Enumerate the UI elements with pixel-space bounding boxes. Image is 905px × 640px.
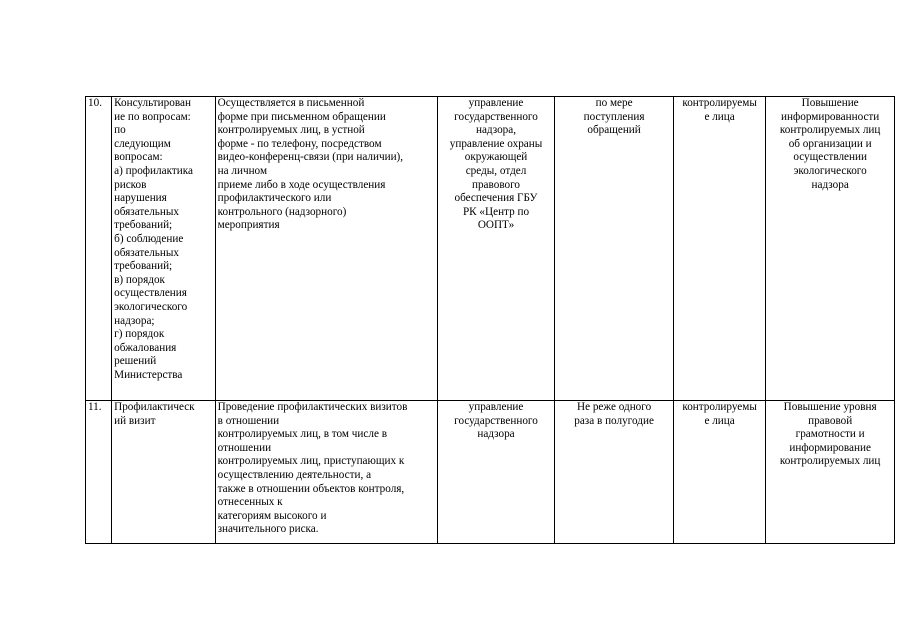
cell-text-line: по: [114, 124, 126, 137]
cell-text-line: обжалования: [114, 341, 177, 354]
cell-text-line: окружающей: [464, 151, 528, 164]
cell-text-line: требований;: [114, 219, 173, 232]
cell-text-line: контролируемы: [682, 97, 757, 109]
table-row: [86, 401, 895, 544]
cell-text-line: вопросам:: [114, 151, 163, 164]
subjects-cell: [673, 401, 765, 544]
cell-text-line: надзора;: [114, 314, 155, 327]
subjects-cell: [673, 97, 765, 401]
cell-text-line: обязательных: [114, 246, 180, 259]
cell-text-line: Повышение уровня: [783, 401, 877, 413]
cell-text-line: следующим: [114, 137, 171, 150]
measure-description-cell: [215, 97, 437, 401]
cell-text-line: правового: [471, 178, 521, 191]
cell-text-line: Не реже одного: [576, 401, 652, 413]
responsible-cell: [437, 401, 555, 544]
cell-text-line: контрольного (надзорного): [217, 205, 347, 218]
row-number-cell: [86, 401, 112, 544]
cell-text-line: РК «Центр по: [462, 205, 530, 218]
measure-name-cell: [112, 401, 216, 544]
cell-text-line: приеме либо в ходе осуществления: [217, 178, 386, 191]
cell-text-line: Профилактическ: [114, 401, 195, 413]
measure-name-cell: [112, 97, 216, 401]
cell-text-line: решений: [114, 355, 157, 368]
cell-text-line: надзора,: [475, 124, 517, 137]
cell-text-line: отношении: [217, 441, 272, 454]
cell-text-line: государственного: [454, 414, 538, 427]
cell-text-line: управление охраны: [449, 137, 543, 150]
cell-text-line: е лица: [704, 110, 735, 123]
frequency-cell: [555, 401, 674, 544]
cell-text-line: контролируемых лиц: [779, 455, 881, 468]
measures-table: [85, 96, 895, 544]
measure-description-cell: [215, 401, 437, 544]
cell-text-line: контролируемых лиц, в том числе в: [217, 428, 387, 441]
cell-text-line: осуществления: [114, 287, 187, 300]
cell-text-line: раза в полугодие: [574, 414, 654, 427]
cell-text-line: ООПТ»: [477, 219, 515, 232]
cell-text-line: управление: [468, 97, 524, 109]
cell-text-line: Министерства: [114, 368, 183, 381]
table-row: [86, 97, 895, 401]
cell-text-line: в) порядок: [114, 273, 165, 286]
responsible-cell: [437, 97, 555, 401]
cell-text-line: а) профилактика: [114, 164, 193, 177]
cell-text-line: контролируемы: [682, 401, 757, 413]
row-number-cell: [86, 97, 112, 401]
cell-text-line: контролируемых лиц: [779, 124, 881, 137]
cell-text-line: видео-конференц-связи (при наличии),: [217, 151, 404, 164]
result-cell: [766, 401, 895, 544]
cell-text-line: контролируемых лиц, в устной: [217, 124, 365, 137]
cell-text-line: также в отношении объектов контроля,: [217, 482, 405, 495]
cell-text-line: надзора: [477, 428, 515, 441]
row-number: 10.: [88, 97, 102, 109]
cell-text-line: обязательных: [114, 205, 180, 218]
row-number: 11.: [88, 401, 102, 413]
cell-text-line: правовой: [808, 414, 853, 427]
cell-text-line: б) соблюдение: [114, 232, 184, 245]
cell-text-line: надзора: [811, 178, 849, 191]
cell-text-line: среды, отдел: [465, 164, 527, 177]
cell-text-line: по мере: [595, 97, 633, 109]
cell-text-line: мероприятия: [217, 219, 280, 232]
cell-text-line: на личном: [217, 164, 268, 177]
cell-text-line: Повышение: [801, 97, 859, 109]
cell-text-line: нарушения: [114, 192, 167, 205]
cell-text-line: обращений: [587, 124, 641, 137]
cell-text-line: контролируемых лиц, приступающих к: [217, 455, 405, 468]
cell-text-line: об организации и: [788, 137, 872, 150]
cell-text-line: Осуществляется в письменной: [217, 97, 365, 109]
frequency-cell: [555, 97, 674, 401]
cell-text-line: поступления: [583, 110, 645, 123]
table-body: [86, 97, 895, 544]
cell-text-line: в отношении: [217, 414, 280, 427]
cell-text-line: ие по вопросам:: [114, 110, 191, 123]
cell-text-line: рисков: [114, 178, 147, 191]
cell-text-line: грамотности и: [795, 428, 865, 441]
cell-text-line: осуществлении: [793, 151, 867, 164]
cell-text-line: значительного риска.: [217, 523, 319, 536]
cell-text-line: форме при письменном обращении: [217, 110, 386, 123]
cell-text-line: е лица: [704, 414, 735, 427]
cell-text-line: государственного: [454, 110, 538, 123]
cell-text-line: управление: [468, 401, 524, 413]
cell-text-line: экологического: [114, 300, 188, 313]
cell-text-line: категориям высокого и: [217, 509, 327, 522]
cell-text-line: Консультирован: [114, 97, 191, 109]
cell-text-line: форме - по телефону, посредством: [217, 137, 382, 150]
cell-text-line: требований;: [114, 260, 173, 273]
cell-text-line: ий визит: [114, 414, 156, 427]
cell-text-line: обеспечения ГБУ: [454, 192, 538, 205]
cell-text-line: профилактического или: [217, 192, 332, 205]
cell-text-line: информированности: [781, 110, 880, 123]
cell-text-line: информирование: [789, 441, 871, 454]
cell-text-line: отнесенных к: [217, 496, 283, 509]
result-cell: [766, 97, 895, 401]
cell-text-line: г) порядок: [114, 328, 165, 341]
cell-text-line: экологического: [793, 164, 867, 177]
cell-text-line: Проведение профилактических визитов: [217, 401, 408, 413]
cell-text-line: осуществлению деятельности, а: [217, 468, 372, 481]
